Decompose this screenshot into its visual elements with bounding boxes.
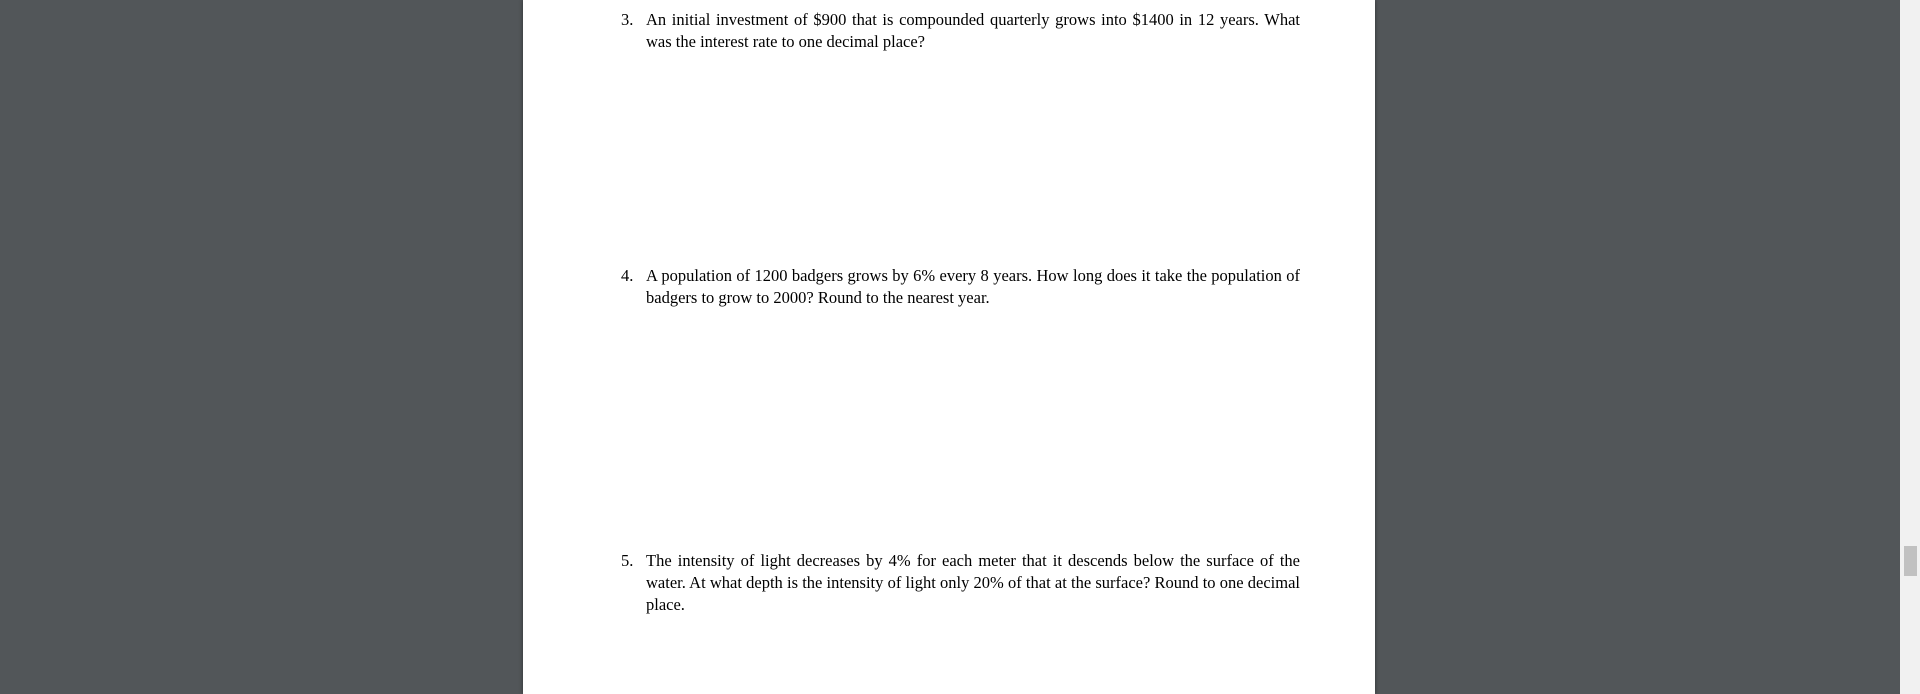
problem-number: 3. — [621, 10, 634, 29]
problem-3 — [621, 9, 1300, 53]
problem-number: 5. — [621, 551, 634, 570]
problem-text: A population of 1200 badgers grows by 6% every 8 years. How long does it take the population of badgers to grow to 2000? Round to the nearest year. — [646, 266, 1300, 307]
problem-4 — [621, 265, 1300, 309]
problem-5 — [621, 550, 1300, 616]
problem-number: 4. — [621, 266, 634, 285]
problem-text: The intensity of light decreases by 4% for each meter that it descends below the surface of the water. At what depth is the intensity of light only 20% of that at the surface? Round to one decimal place. — [646, 551, 1300, 614]
scrollbar-thumb[interactable] — [1904, 546, 1917, 576]
vertical-scrollbar[interactable] — [1900, 0, 1920, 694]
document-page — [523, 0, 1375, 694]
problem-text: An initial investment of $900 that is compounded quarterly grows into $1400 in 12 years. What was the interest rate to one decimal place? — [646, 10, 1300, 51]
